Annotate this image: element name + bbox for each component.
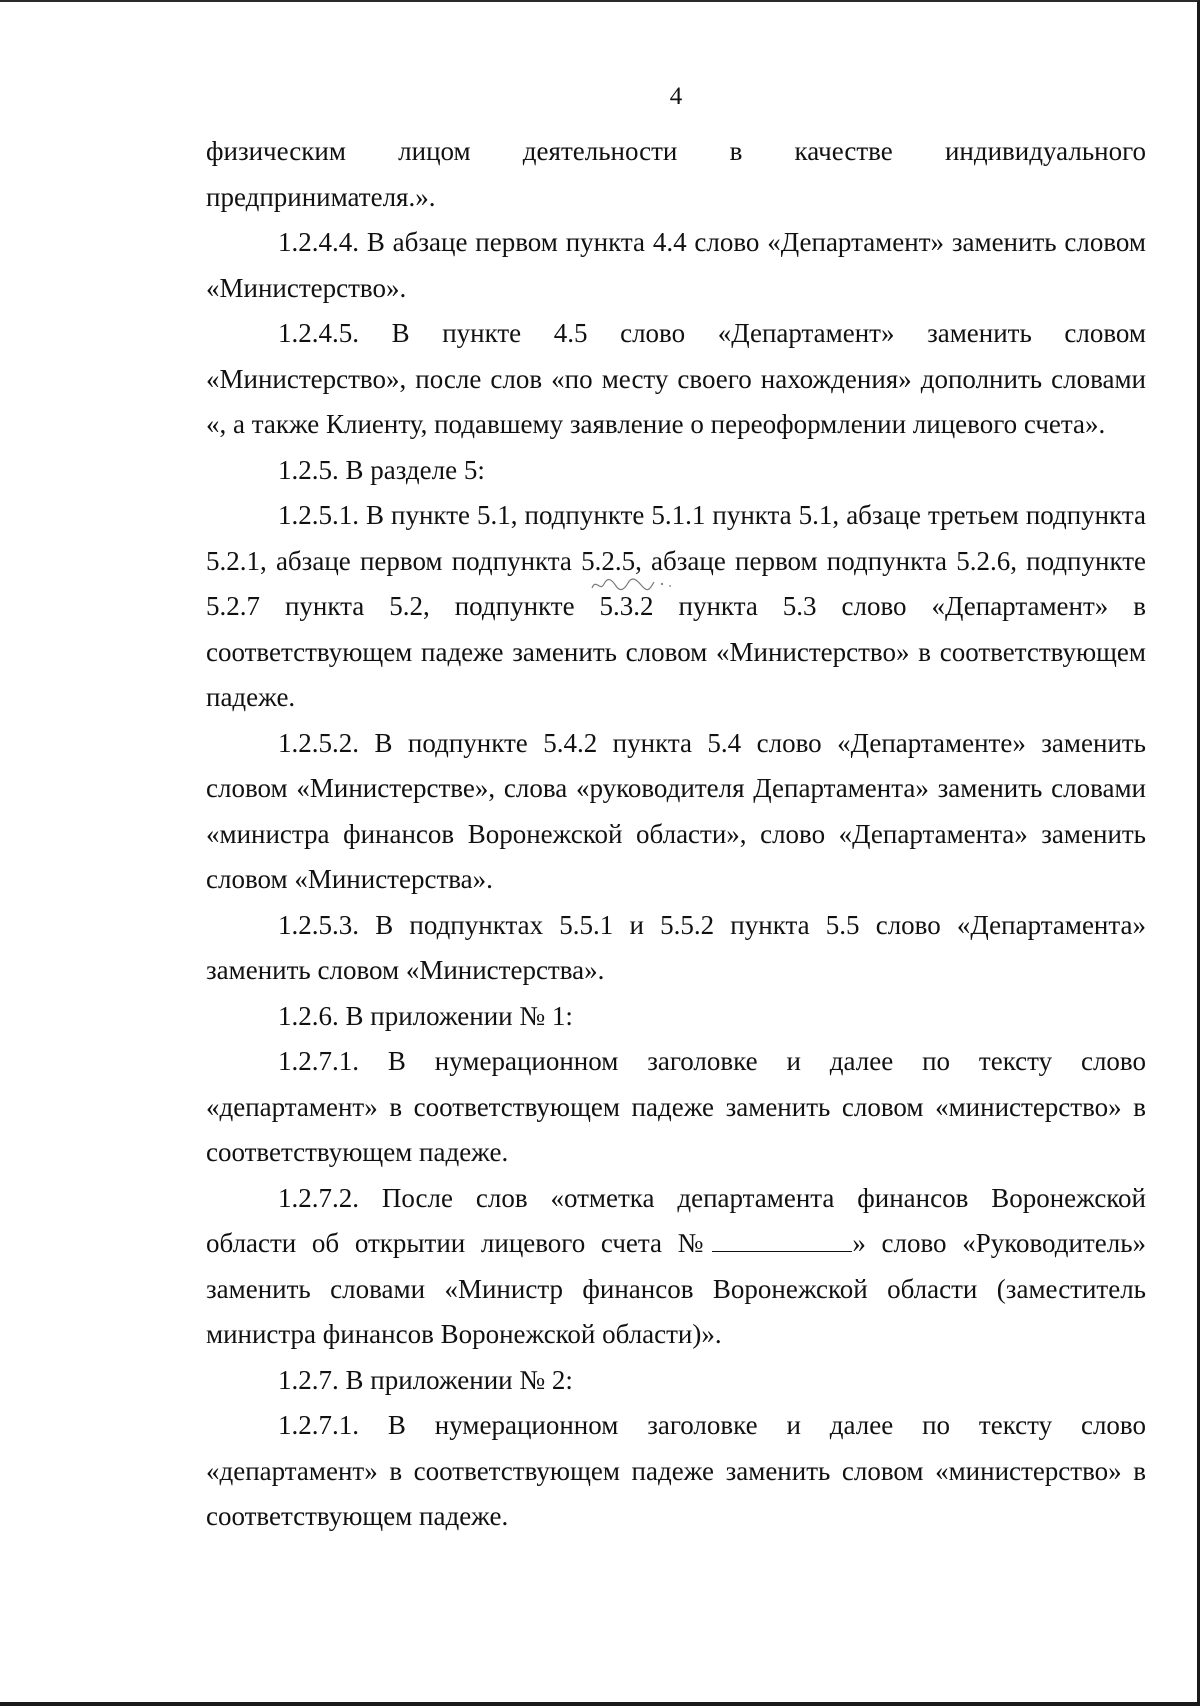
paragraph-text: 1.2.5. В разделе 5: bbox=[278, 454, 485, 485]
paragraph-text: 1.2.6. В приложении № 1: bbox=[278, 1000, 573, 1031]
paragraph-1-2-4-5 bbox=[206, 311, 1146, 448]
paragraph-text: 1.2.7. В приложении № 2: bbox=[278, 1364, 573, 1395]
paragraph-text: 1.2.7.1. В нумерационном заголовке и далее по тексту слово «департамент» в соответствующем падеже заменить словом «министерство» в соответствующем падеже. bbox=[206, 1410, 1146, 1531]
paragraph-1-2-5-1 bbox=[206, 493, 1146, 721]
paragraph-text: 1.2.4.4. В абзаце первом пункта 4.4 слово «Департамент» заменить словом «Министерство». bbox=[206, 227, 1146, 303]
paragraph-1-2-4-4 bbox=[206, 220, 1146, 311]
document-body bbox=[206, 129, 1146, 1540]
paragraph-1-2-5 bbox=[206, 448, 1146, 494]
paragraph-text: физическим лицом деятельности в качестве индивидуального предпринимателя.». bbox=[206, 136, 1146, 212]
paragraph-1-2-5-2 bbox=[206, 721, 1146, 903]
paragraph-text-part-2: » слово «Руководитель» заменить словами «Министр финансов Воронежской области (заместитель министра финансов Воронежской области)». bbox=[206, 1228, 1147, 1349]
blank-fill-line bbox=[712, 1227, 852, 1252]
paragraph-1-2-6 bbox=[206, 994, 1146, 1040]
paragraph-1-2-5-3 bbox=[206, 903, 1146, 994]
paragraph-1-2-7 bbox=[206, 1358, 1146, 1404]
paragraph-1-2-7-1-second bbox=[206, 1403, 1146, 1540]
paragraph-1-2-7-2 bbox=[206, 1176, 1146, 1358]
paragraph-text: 1.2.5.2. В подпункте 5.4.2 пункта 5.4 слово «Департаменте» заменить словом «Министерстве», слова «руководителя Департамента» заменить словами «министра финансов Воронежской области», слово «Департамента» заменить словом «Министерства». bbox=[206, 727, 1146, 894]
paragraph-1-2-7-1-first bbox=[206, 1039, 1146, 1176]
paragraph-text: 1.2.7.1. В нумерационном заголовке и далее по тексту слово «департамент» в соответствующем падеже заменить словом «министерство» в соответствующем падеже. bbox=[206, 1046, 1146, 1167]
paragraph-text: 1.2.4.5. В пункте 4.5 слово «Департамент» заменить словом «Министерство», после слов «по месту своего нахождения» дополнить словами «, а также Клиенту, подавшему заявление о переоформлении лицевого счета». bbox=[206, 318, 1146, 439]
paragraph-continuation bbox=[206, 129, 1146, 220]
paragraph-text: 1.2.5.3. В подпунктах 5.5.1 и 5.5.2 пункта 5.5 слово «Департамента» заменить словом «Министерства». bbox=[206, 909, 1146, 985]
paragraph-text: 1.2.5.1. В пункте 5.1, подпункте 5.1.1 пункта 5.1, абзаце третьем подпункта 5.2.1, абзаце первом подпункта 5.2.5, абзаце первом подпункта 5.2.6, подпункте 5.2.7 пункта 5.2, подпункте 5.3.2 пункта 5.3 слово «Департамент» в соответствующем падеже заменить словом «Министерство» в соответствующем падеже. bbox=[206, 500, 1146, 712]
page-number: 4 bbox=[669, 83, 683, 110]
paragraph-text-part-1: 1.2.7.2. После слов «отметка департамента финансов Воронежской области об открытии лицевого счета № bbox=[206, 1182, 1146, 1258]
